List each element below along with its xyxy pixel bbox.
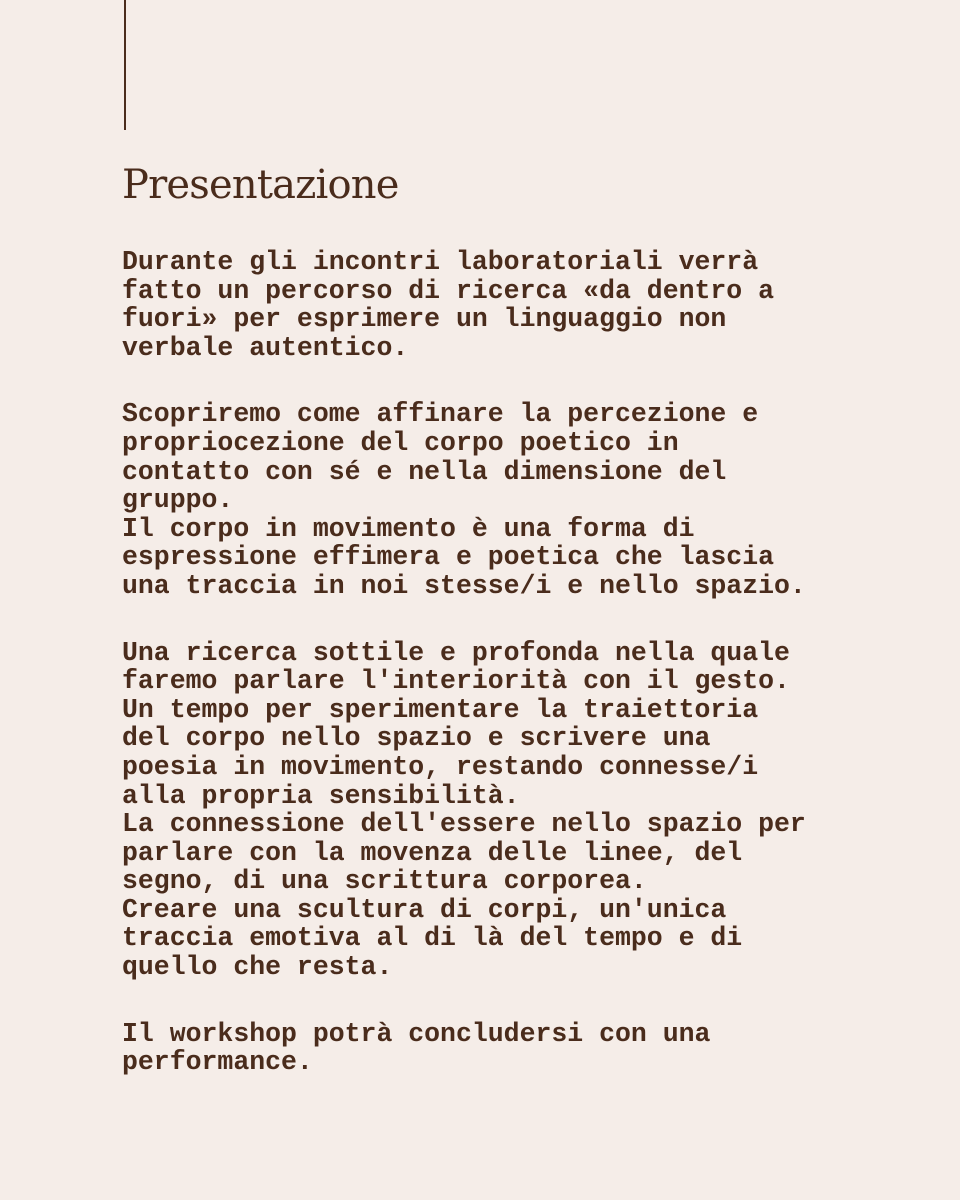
text-line: del corpo nello spazio e scrivere una — [122, 723, 711, 754]
body-text — [122, 248, 942, 1077]
text-line: faremo parlare l'interiorità con il gesto. — [122, 666, 790, 697]
page-title: Presentazione — [122, 162, 399, 208]
paragraph-research — [122, 639, 942, 982]
text-line: performance. — [122, 1047, 313, 1078]
text-line: traccia emotiva al di là del tempo e di — [122, 923, 743, 954]
paragraph-perception — [122, 400, 942, 600]
text-line: Un tempo per sperimentare la traiettoria — [122, 694, 759, 725]
text-line: espressione effimera e poetica che lascia — [122, 542, 775, 573]
text-line: fuori» per esprimere un linguaggio non — [122, 304, 727, 335]
paragraph-conclusion — [122, 1020, 942, 1077]
text-line: Durante gli incontri laboratoriali verrà — [122, 247, 759, 277]
text-line: parlare con la movenza delle linee, del — [122, 837, 743, 868]
text-line: una traccia in noi stesse/i e nello spazio. — [122, 570, 806, 601]
text-line: verbale autentico. — [122, 332, 409, 363]
text-line: alla propria sensibilità. — [122, 780, 520, 811]
text-line: Il corpo in movimento è una forma di — [122, 513, 695, 544]
text-line: propriocezione del corpo poetico in — [122, 427, 679, 458]
text-line: Scopriremo come affinare la percezione e — [122, 399, 759, 430]
vertical-rule — [124, 0, 126, 130]
text-line: Il workshop potrà concludersi con una — [122, 1018, 711, 1049]
text-line: Creare una scultura di corpi, un'unica — [122, 894, 727, 925]
text-line: poesia in movimento, restando connesse/i — [122, 751, 759, 782]
paragraph-intro — [122, 248, 942, 362]
text-line: gruppo. — [122, 485, 234, 516]
text-line: Una ricerca sottile e profonda nella quale — [122, 637, 790, 668]
text-line: quello che resta. — [122, 952, 393, 983]
text-line: segno, di una scrittura corporea. — [122, 866, 647, 897]
text-line: La connessione dell'essere nello spazio per — [122, 809, 806, 840]
text-line: fatto un percorso di ricerca «da dentro a — [122, 275, 775, 306]
text-line: contatto con sé e nella dimensione del — [122, 456, 727, 487]
